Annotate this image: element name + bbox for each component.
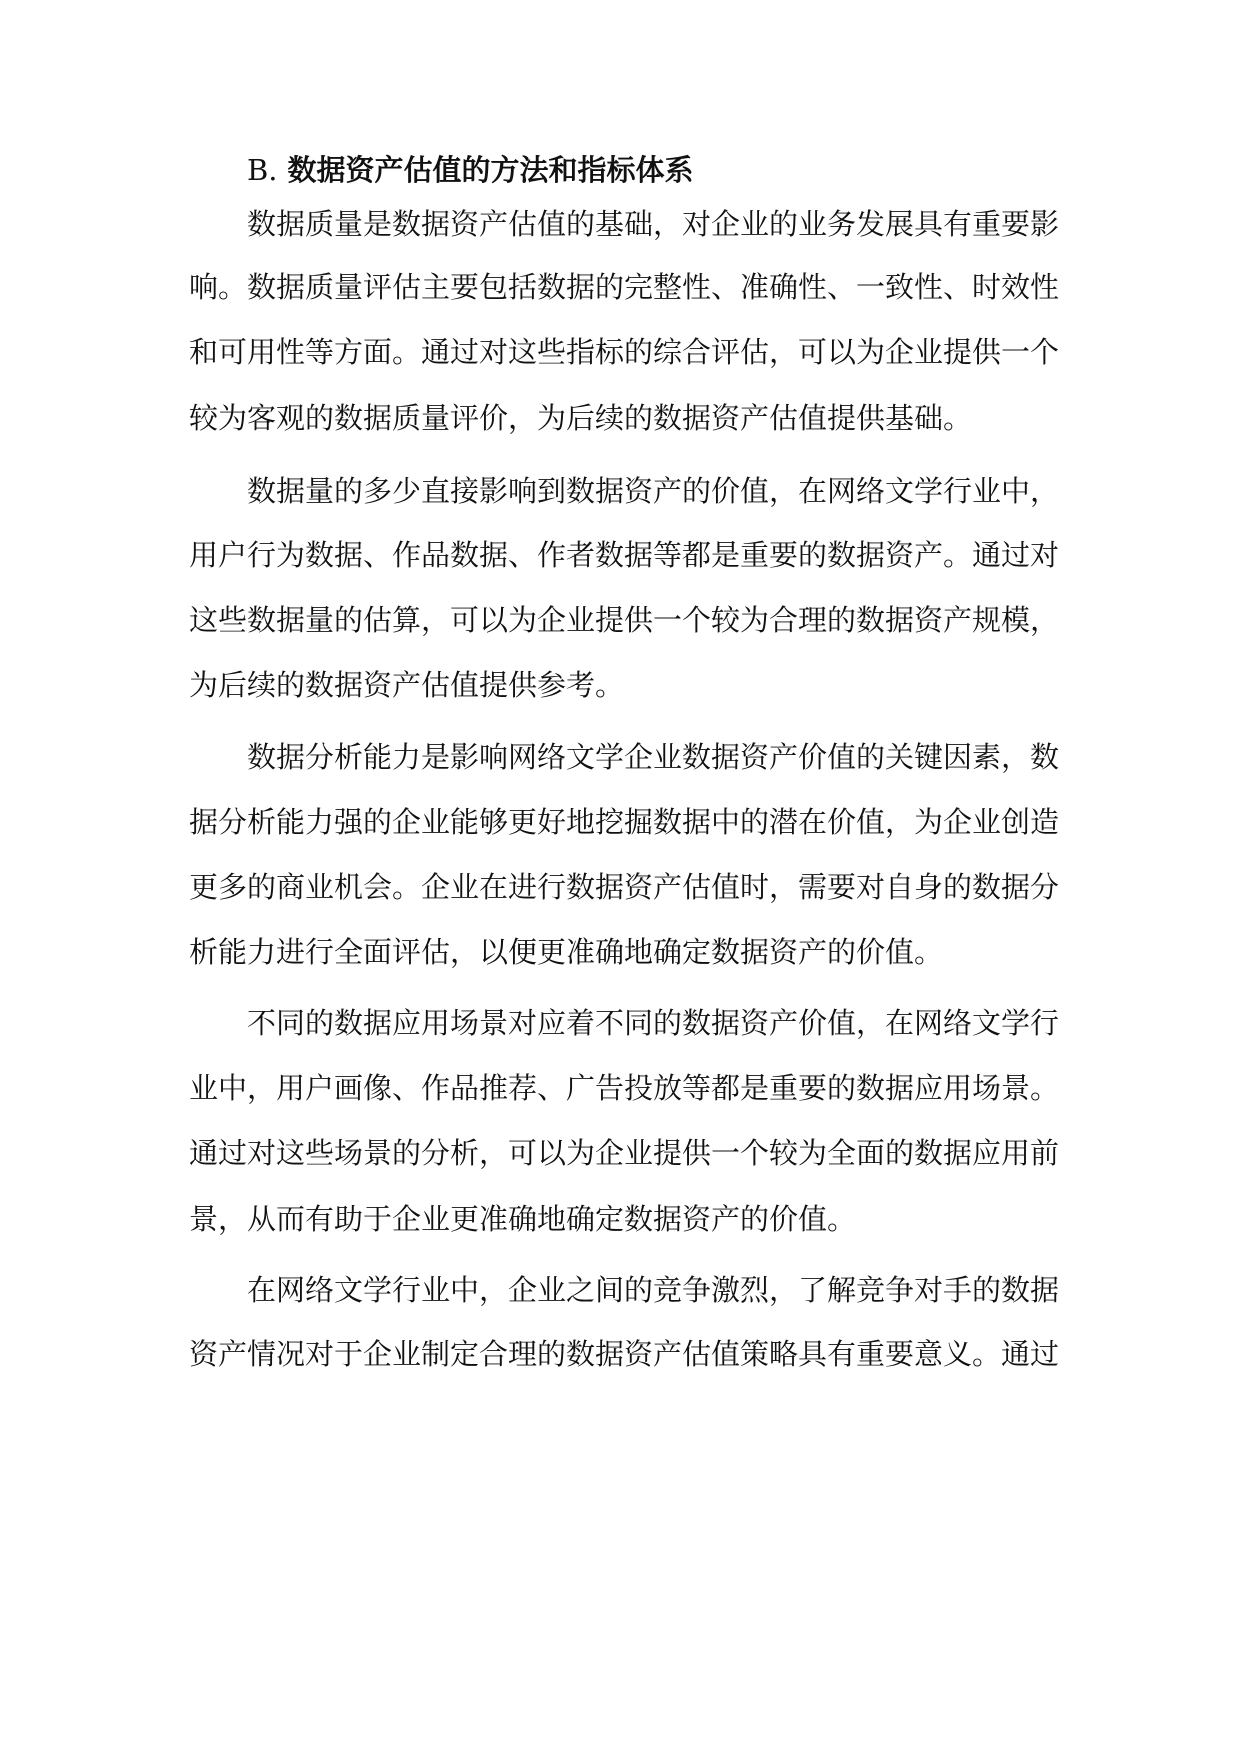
paragraph-line: 更多的商业机会。企业在进行数据资产估值时，需要对自身的数据分 (189, 870, 1060, 904)
paragraph-line: 数据质量是数据资产估值的基础，对企业的业务发展具有重要影 (247, 207, 1060, 241)
paragraph-line: 较为客观的数据质量评价，为后续的数据资产估值提供基础。 (189, 401, 973, 435)
paragraph-line: 通过对这些场景的分析，可以为企业提供一个较为全面的数据应用前 (189, 1136, 1060, 1170)
paragraph-line: 和可用性等方面。通过对这些指标的综合评估，可以为企业提供一个 (189, 335, 1060, 369)
paragraph-line: 不同的数据应用场景对应着不同的数据资产价值，在网络文学行 (247, 1006, 1060, 1040)
paragraph-line: 析能力进行全面评估，以便更准确地确定数据资产的价值。 (189, 935, 944, 969)
paragraph-line: 据分析能力强的企业能够更好地挖掘数据中的潜在价值，为企业创造 (189, 805, 1060, 839)
paragraph-line: 这些数据量的估算，可以为企业提供一个较为合理的数据资产规模， (189, 603, 1060, 637)
paragraph-line: 响。数据质量评估主要包括数据的完整性、准确性、一致性、时效性 (189, 270, 1060, 304)
paragraph-line: 业中，用户画像、作品推荐、广告投放等都是重要的数据应用场景。 (189, 1071, 1060, 1105)
paragraph-line: 资产情况对于企业制定合理的数据资产估值策略具有重要意义。通过 (189, 1337, 1060, 1371)
paragraph-line: 在网络文学行业中，企业之间的竞争激烈，了解竞争对手的数据 (247, 1273, 1060, 1307)
paragraph-line: 用户行为数据、作品数据、作者数据等都是重要的数据资产。通过对 (189, 538, 1060, 572)
section-title: 数据资产估值的方法和指标体系 (287, 153, 694, 187)
paragraph-line: 数据量的多少直接影响到数据资产的价值，在网络文学行业中， (247, 474, 1060, 508)
paragraph-line: 为后续的数据资产估值提供参考。 (189, 668, 625, 702)
section-heading (247, 150, 694, 190)
paragraph-line: 数据分析能力是影响网络文学企业数据资产价值的关键因素，数 (247, 740, 1060, 774)
section-number: B. (247, 153, 278, 187)
paragraph-line: 景，从而有助于企业更准确地确定数据资产的价值。 (189, 1202, 857, 1236)
